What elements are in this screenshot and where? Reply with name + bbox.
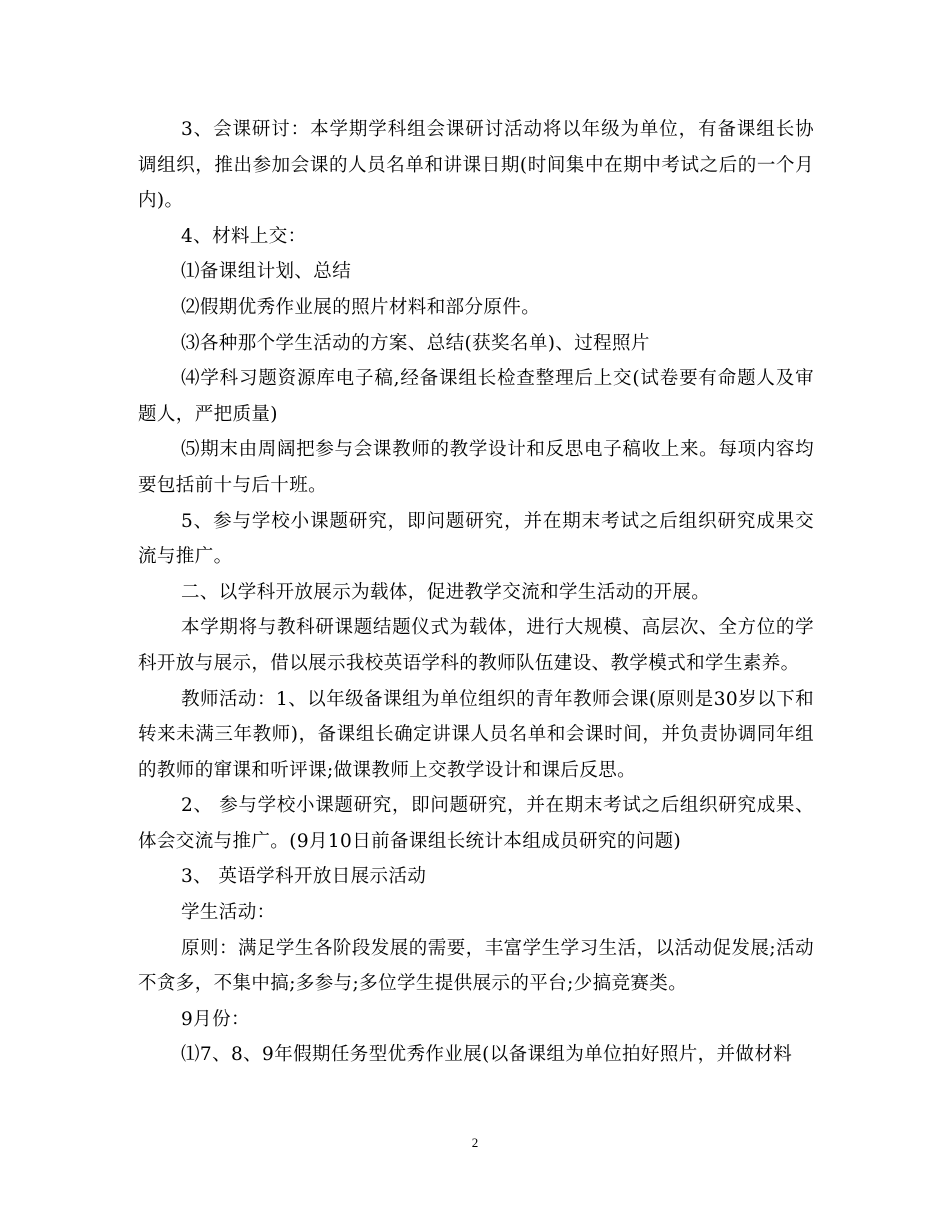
paragraph-material-item-4: ⑷学科习题资源库电子稿,经备课组长检查整理后上交(试卷要有命题人及审题人，严把质量) — [138, 368, 814, 425]
paragraph-material-item-5: ⑸期末由周阔把参与会课教师的教学设计和反思电子稿收上来。每项内容均要包括前十与后十班。 — [138, 439, 814, 496]
paragraph-teacher-activity-2: 2、 参与学校小课题研究，即问题研究，并在期末考试之后组织研究成果、体会交流与推广。(9月10日前备课组长统计本组成员研究的问题) — [138, 795, 814, 852]
paragraph-material-item-3: ⑶各种那个学生活动的方案、总结(获奖名单)、过程照片 — [181, 332, 650, 354]
paragraph-research: 5、参与学校小课题研究，即问题研究，并在期末考试之后组织研究成果交流与推广。 — [138, 510, 814, 568]
paragraph-lesson-review: 3、会课研讨：本学期学科组会课研讨活动将以年级为单位，有备课组长协调组织，推出参加会课的人员名单和讲课日期(时间集中在期中考试之后的一个月内)。 — [138, 119, 814, 212]
paragraph-student-activity-heading: 学生活动： — [181, 902, 276, 924]
paragraph-teacher-activity-3: 3、 英语学科开放日展示活动 — [181, 866, 427, 888]
paragraph-september-heading: 9月份： — [181, 1008, 250, 1030]
document-body — [138, 112, 814, 1073]
paragraph-principle: 原则：满足学生各阶段发展的需要，丰富学生学习生活，以活动促发展;活动不贪多，不集中搞;多参与;多位学生提供展示的平台;少搞竞赛类。 — [138, 937, 814, 995]
paragraph-section-two-heading: 二、以学科开放展示为载体，促进教学交流和学生活动的开展。 — [181, 581, 711, 603]
paragraph-materials-heading: 4、材料上交： — [181, 225, 307, 247]
page-number: 2 — [471, 1135, 479, 1150]
paragraph-september-item-1: ⑴7、8、9年假期任务型优秀作业展(以备课组为单位拍好照片，并做材料 — [181, 1044, 793, 1066]
paragraph-section-two-intro: 本学期将与教科研课题结题仪式为载体，进行大规模、高层次、全方位的学科开放与展示，借以展示我校英语学科的教师队伍建设、教学模式和学生素养。 — [138, 617, 814, 674]
paragraph-material-item-1: ⑴备课组计划、总结 — [181, 261, 352, 283]
paragraph-teacher-activity-1: 教师活动：1、以年级备课组为单位组织的青年教师会课(原则是30岁以下和转来未满三年教师)，备课组长确定讲课人员名单和会课时间，并负责协调同年组的教师的窜课和听评课;做课教师上交教学设计和课后反思。 — [138, 688, 814, 781]
paragraph-material-item-2: ⑵假期优秀作业展的照片材料和部分原件。 — [181, 296, 541, 318]
